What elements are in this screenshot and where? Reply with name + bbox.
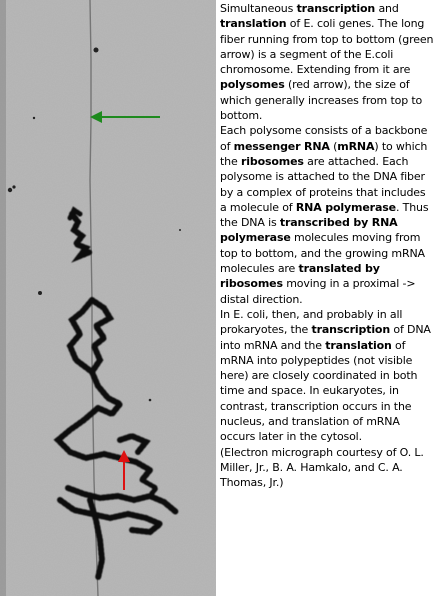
caption-paragraph <box>220 123 434 307</box>
caption-run: of E. coli genes. The long fiber running from top to bottom (green arrow) is a segment of the E.coli chromosome. Extending from it are <box>220 17 434 77</box>
caption-term: mRNA <box>337 139 375 153</box>
caption-run: ( <box>329 139 338 153</box>
caption-run: of DNA into mRNA and the <box>220 323 431 352</box>
caption-term: polysomes <box>220 78 285 92</box>
caption-run: and <box>375 2 399 15</box>
caption-run: . Thus the DNA is <box>220 200 429 230</box>
caption-term: translation <box>220 17 287 31</box>
caption-term: transcribed by RNA polymerase <box>220 216 398 245</box>
caption-term: translated by ribosomes <box>220 262 380 291</box>
caption-run: ) to which the <box>220 139 428 168</box>
left-dark-edge <box>0 0 6 596</box>
caption-term: ribosomes <box>240 154 304 168</box>
caption-run: Simultaneous <box>220 2 297 15</box>
caption-term: transcription <box>311 323 391 337</box>
caption-term: translation <box>325 338 392 352</box>
caption-run: moving in a proximal -> distal direction. <box>220 277 416 306</box>
caption-run: Each polysome consists of a backbone of <box>220 124 428 153</box>
caption-term: RNA polymerase <box>295 200 396 214</box>
caption-run: are attached. Each polysome is attached to the DNA fiber by a complex of proteins that includes a molecule of <box>220 154 426 214</box>
caption-paragraph <box>220 445 434 491</box>
caption-run: In E. coli, then, and probably in all prokaryotes, the <box>220 307 403 337</box>
caption-run: of mRNA into polypeptides (not visible here) are closely coordinated in both time and space. In eukaryotes, in contrast, transcription occurs in the nucleus, and translation of mRNA occurs later in the cytosol. <box>220 338 418 444</box>
caption-paragraph <box>220 307 434 445</box>
caption-run: molecules moving from top to bottom, and the growing mRNA molecules are <box>220 231 425 276</box>
caption-paragraph <box>220 1 434 123</box>
caption-term: transcription <box>296 2 376 15</box>
electron-micrograph-image <box>0 0 216 596</box>
micrograph-grain <box>0 0 216 596</box>
caption-run: (red arrow), the size of which generally increases from top to bottom. <box>220 78 423 123</box>
caption-run: (Electron micrograph courtesy of O. L. Miller, Jr., B. A. Hamkalo, and C. A. Thomas, Jr.) <box>220 445 424 490</box>
caption-term: messenger RNA <box>233 139 330 153</box>
caption-text <box>220 1 434 491</box>
